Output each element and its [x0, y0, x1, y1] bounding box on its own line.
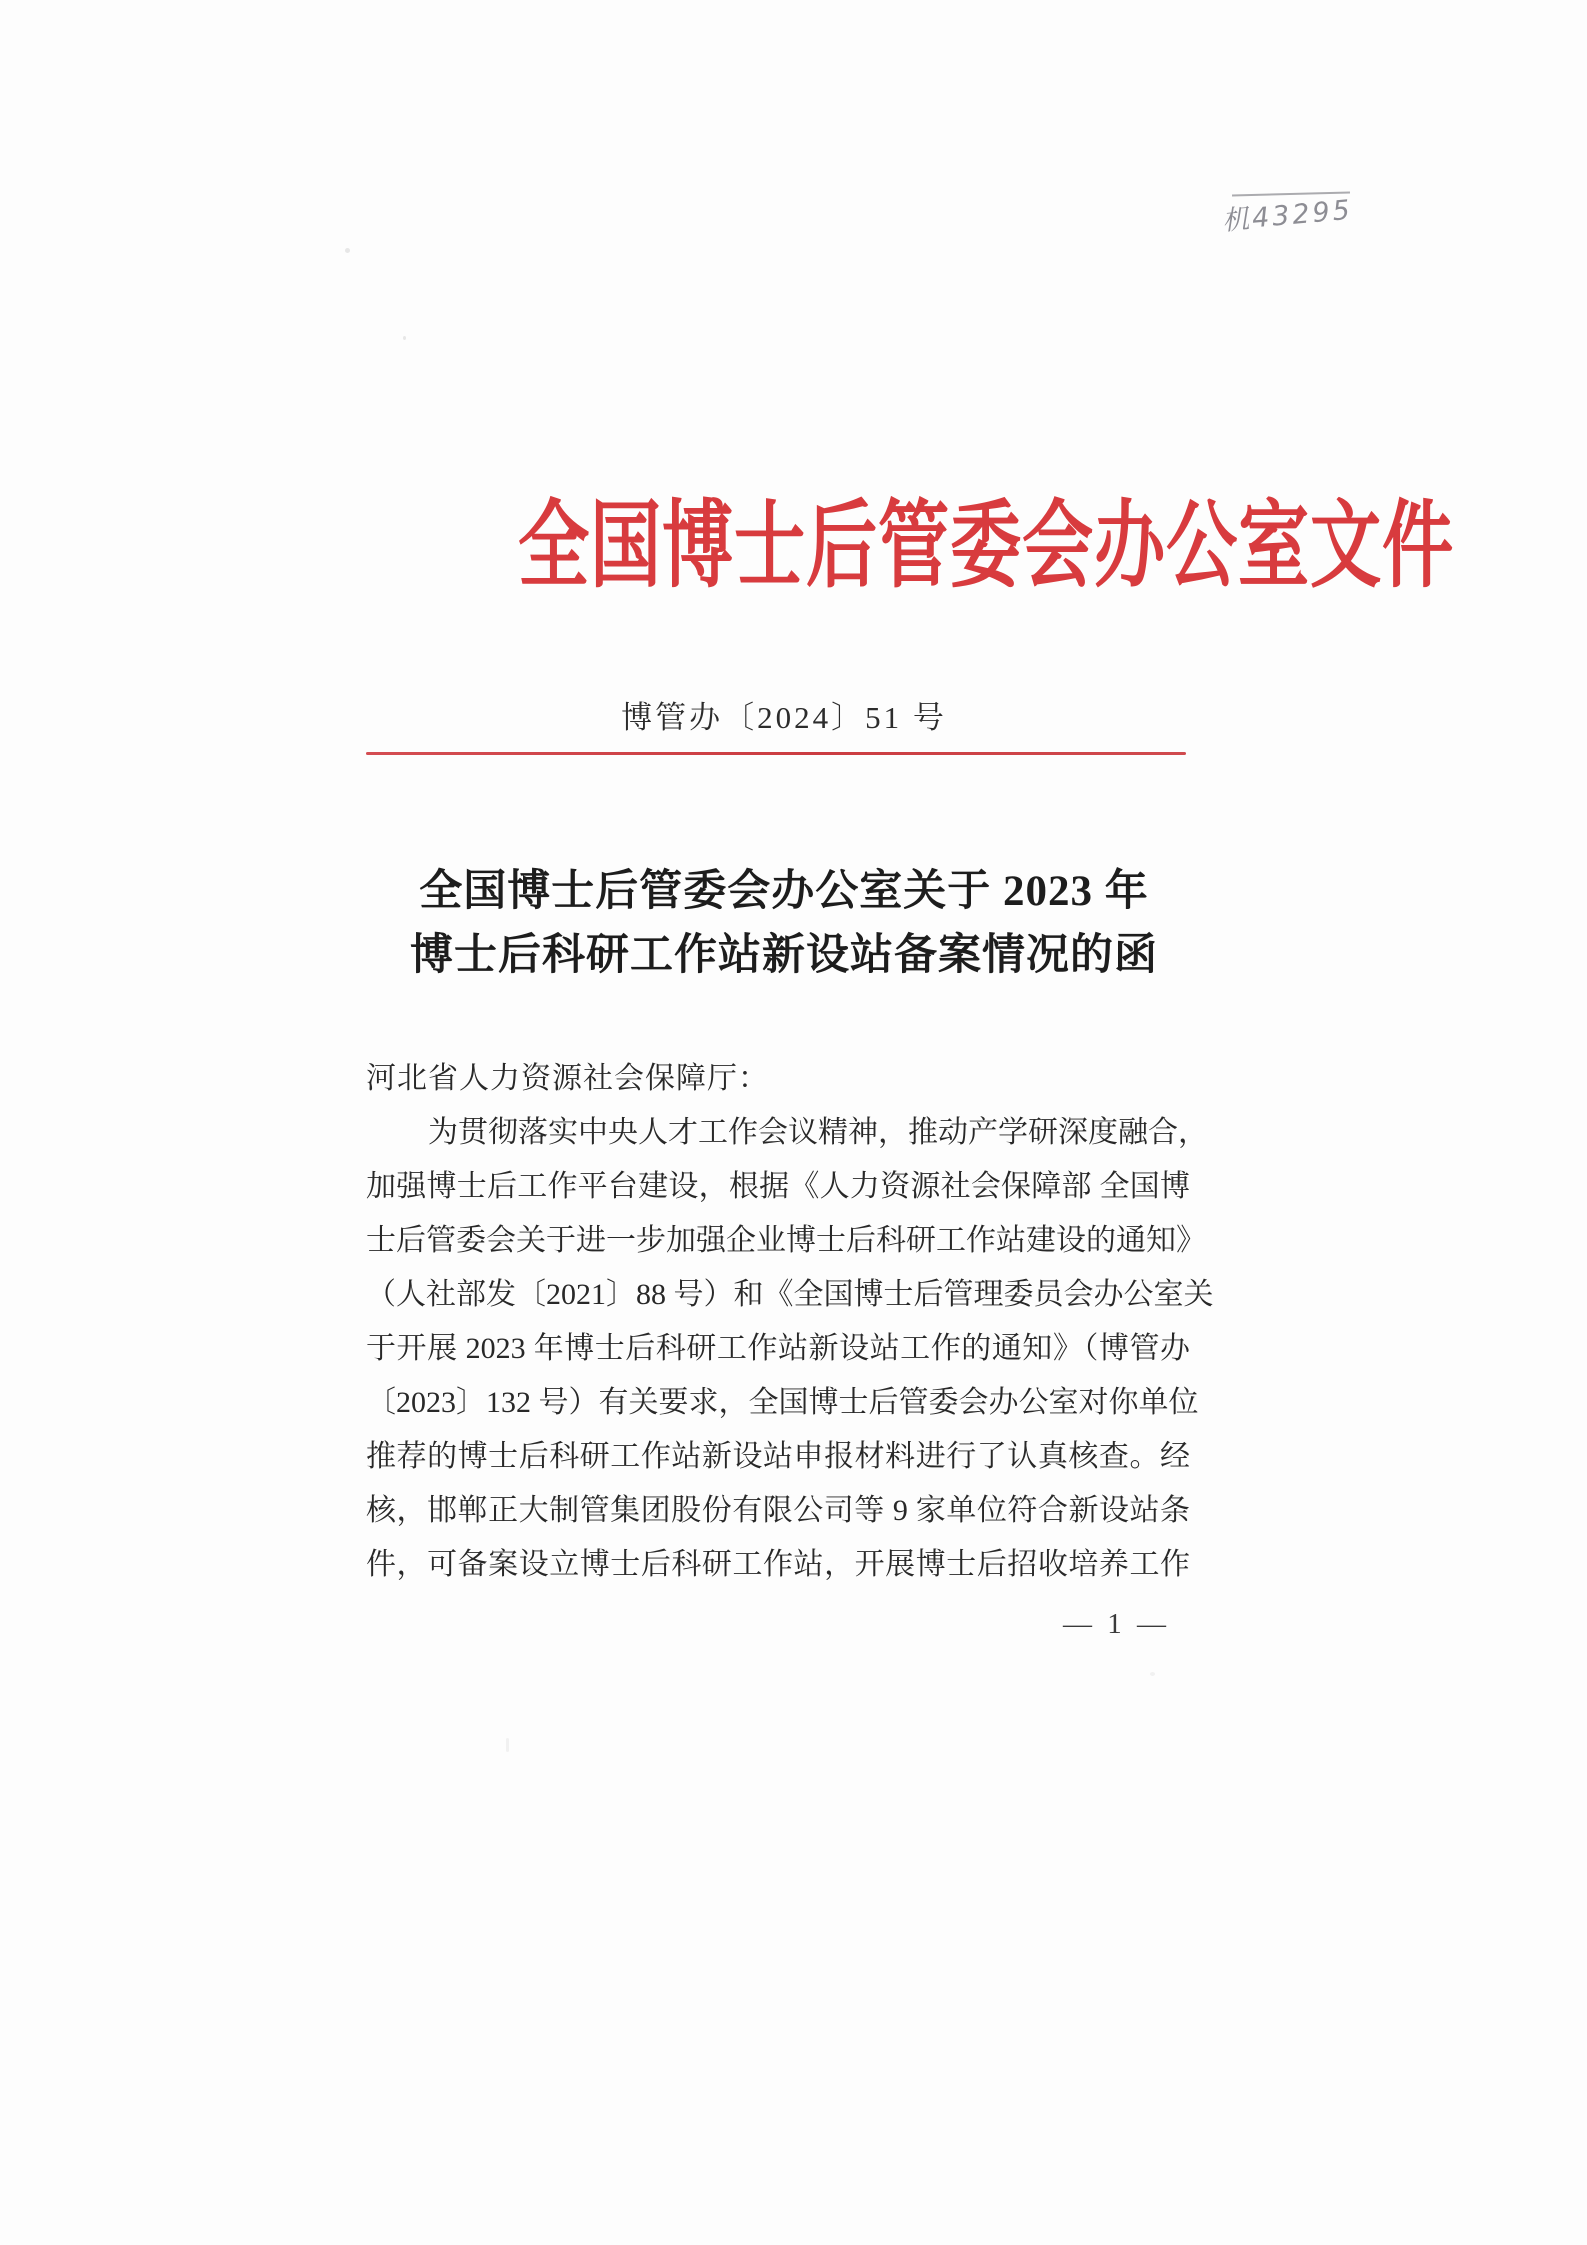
body-line: 于开展 2023 年博士后科研工作站新设站工作的通知》（博管办 [366, 1332, 1190, 1365]
addressee-line: 河北省人力资源社会保障厅： [366, 1062, 769, 1095]
letter-body [366, 1052, 1214, 1592]
letter-title-line1: 全国博士后管委会办公室关于 2023 年 [419, 868, 1149, 915]
body-line: 推荐的博士后科研工作站新设站申报材料进行了认真核查。经 [366, 1440, 1190, 1473]
body-line: 件，可备案设立博士后科研工作站，开展博士后招收培养工作 [366, 1548, 1190, 1581]
body-line: 士后管委会关于进一步加强企业博士后科研工作站建设的通知》 [366, 1224, 1206, 1257]
body-line: 〔2023〕132 号）有关要求，全国博士后管委会办公室对你单位 [366, 1386, 1199, 1419]
handwritten-filing-note [1222, 193, 1422, 238]
body-line: 核，邯郸正大制管集团股份有限公司等 9 家单位符合新设站条 [366, 1494, 1190, 1527]
page-number: — 1 — [1063, 1608, 1170, 1640]
handwritten-note-text: 机43295 [1220, 194, 1355, 237]
letter-title-line2: 博士后科研工作站新设站备案情况的函 [410, 932, 1158, 979]
letterhead-banner [362, 493, 1455, 599]
document-reference-number: 博管办〔2024〕51 号 [621, 700, 947, 735]
letterhead-banner-title: 全国博士后管委会办公室文件 [518, 493, 1455, 599]
letter-title [362, 860, 1206, 988]
scan-speck [1150, 1672, 1155, 1676]
scan-speck [506, 1738, 509, 1752]
body-line: （人社部发〔2021〕88 号）和《全国博士后管理委员会办公室关 [366, 1278, 1214, 1311]
body-line: 加强博士后工作平台建设，根据《人力资源社会保障部 全国博 [366, 1170, 1190, 1203]
body-line: 为贯彻落实中央人才工作会议精神，推动产学研深度融合， [428, 1116, 1208, 1149]
scan-speck [403, 336, 406, 340]
scan-speck [345, 248, 350, 253]
letterhead-red-rule [366, 752, 1186, 755]
